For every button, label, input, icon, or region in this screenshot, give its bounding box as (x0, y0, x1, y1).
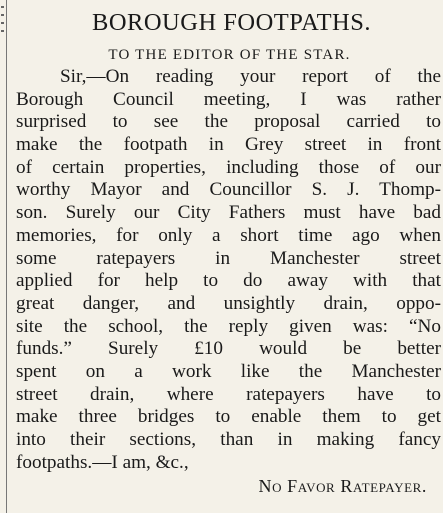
column-rule (6, 0, 7, 513)
newspaper-article (16, 8, 441, 498)
body-line: some ratepayers in Manchester street (16, 247, 441, 269)
body-line: make the footpath in Grey street in front (16, 134, 441, 156)
body-line: of certain properties, including those of our (16, 156, 441, 178)
article-signature: No Favor Ratepayer. (258, 476, 427, 497)
body-line: street drain, where ratepayers have to (16, 383, 441, 405)
article-body (16, 66, 441, 474)
body-line: make three bridges to enable them to get (16, 406, 441, 428)
body-line: spent on a work like the Manchester (16, 360, 441, 382)
body-line: worthy Mayor and Councillor S. J. Thomp- (16, 179, 441, 201)
body-line: surprised to see the proposal carried to (16, 111, 441, 133)
body-line: Sir,—On reading your report of the (60, 66, 441, 87)
body-line: memories, for only a short time ago when (16, 224, 441, 246)
body-line: site the school, the reply given was: “No (16, 315, 441, 337)
margin-marks (0, 0, 6, 513)
body-line: son. Surely our City Fathers must have bad (16, 202, 441, 224)
body-line: Borough Council meeting, I was rather (16, 88, 441, 110)
body-line: great danger, and unsightly drain, oppo- (16, 292, 441, 314)
body-line: footpaths.—I am, &c., (16, 451, 189, 473)
body-line: applied for help to do away with that (16, 270, 441, 292)
body-line: funds.” Surely £10 would be better (16, 338, 441, 360)
article-subhead: TO THE EDITOR OF THE STAR. (108, 47, 351, 63)
body-line: into their sections, than in making fancy (16, 429, 441, 450)
article-headline: BOROUGH FOOTPATHS. (91, 9, 371, 36)
